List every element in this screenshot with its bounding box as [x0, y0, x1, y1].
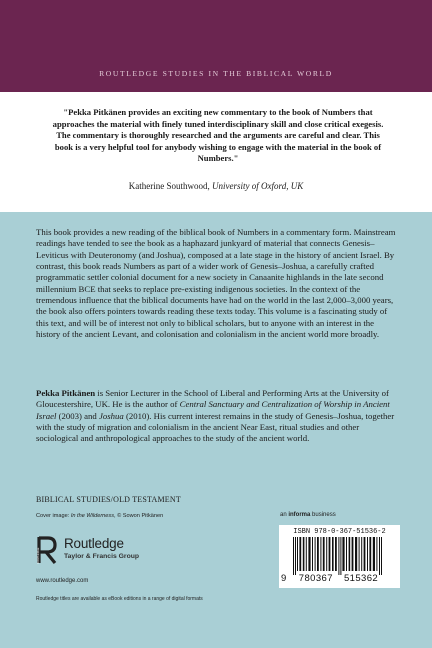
ean-group-2: 515362 [343, 573, 379, 584]
ean-group-1: 780367 [298, 573, 333, 584]
top-color-band [0, 0, 432, 92]
cover-credit-title: In the Wilderness [70, 513, 114, 519]
informa-prefix: an [280, 512, 289, 518]
endorsement-quote: "Pekka Pitkänen provides an exciting new commentary to the book of Numbers that approaches the material with finely tuned interdisciplinary skill and close critical exegesis. The commentary is thoroughly researched and the arguments are careful and clear. This book is a very helpful tool for anybody wishing to engage with the material in the book of Numbers." [52, 107, 384, 164]
author-name: Pekka Pitkänen [36, 388, 96, 398]
ebook-note: Routledge titles are available as eBook editions in a range of digital formats [36, 596, 203, 602]
ean-digits [281, 573, 399, 584]
publisher-group: Taylor & Francis Group [64, 553, 140, 560]
author-bio [36, 388, 398, 445]
informa-business-note [280, 512, 336, 518]
routledge-r-logo-icon [36, 535, 58, 565]
publisher-website: www.routledge.com [36, 578, 89, 584]
isbn-number: ISBN 978-0-367-51536-2 [293, 528, 386, 536]
cover-credit-prefix: Cover image: [36, 513, 71, 519]
cover-image-credit [36, 513, 163, 519]
book-description: This book provides a new reading of the biblical book of Numbers in a commentary form. Mainstream readings have tended to see the book as a haphazard junkyard of material that connects Genesis–Leviticus with Deuteronomy (and Joshua), composed at a late stage in the history of ancient Israel. By contrast, this book reads Numbers as part of a wider work of Genesis–Joshua, a carefully crafted programmatic settler colonial document for a new society in Canaanite highlands in the late second millennium BCE that seeks to replace pre-existing indigenous societies. In the context of the tremendous influence that the biblical documents have had on the world in the last 2,000–3,000 years, the book also offers pointers towards reading these texts today. This volume is a fascinating study of this text, and will be of interest not only to biblical scholars, but to anyone with an interest in the history of the ancient Levant, and colonisation and colonialism in the ancient world more broadly. [36, 227, 396, 340]
endorser-affiliation: University of Oxford, UK [212, 181, 304, 191]
bio-book-1: Central Sanctuary and Centralization of Worship in Ancient Israel [36, 399, 390, 421]
bio-text-2: (2003) and [56, 410, 99, 421]
barcode-area [279, 525, 400, 588]
cover-credit-suffix: , © Sowon Pitkänen [114, 513, 164, 519]
bio-text-1: is Senior Lecturer in the School of Liberal and Performing Arts at the University of Gloucestershire, UK. He is the author of [36, 388, 389, 410]
endorsement-attribution [0, 181, 432, 191]
barcode-icon [293, 537, 397, 575]
subject-category: BIBLICAL STUDIES/OLD TESTAMENT [36, 495, 181, 504]
informa-brand: informa [288, 512, 311, 518]
ean-lead-digit: 9 [281, 573, 287, 584]
endorser-name: Katherine Southwood, [128, 181, 210, 191]
series-title: ROUTLEDGE STUDIES IN THE BIBLICAL WORLD [99, 69, 333, 78]
publisher-name: Routledge [64, 536, 124, 551]
routledge-logo [36, 535, 206, 575]
bio-book-2: Joshua [98, 410, 124, 421]
bio-text-3: (2010). His current interest remains in the study of Genesis–Joshua, together with the study of migration and colonialism in the ancient Near East, ritual studies and other sociological and anthropological approaches to the study of the ancient world. [36, 410, 395, 444]
informa-suffix: business [310, 512, 336, 518]
logo-vertical-text: ROUTLEDGE [36, 547, 40, 564]
